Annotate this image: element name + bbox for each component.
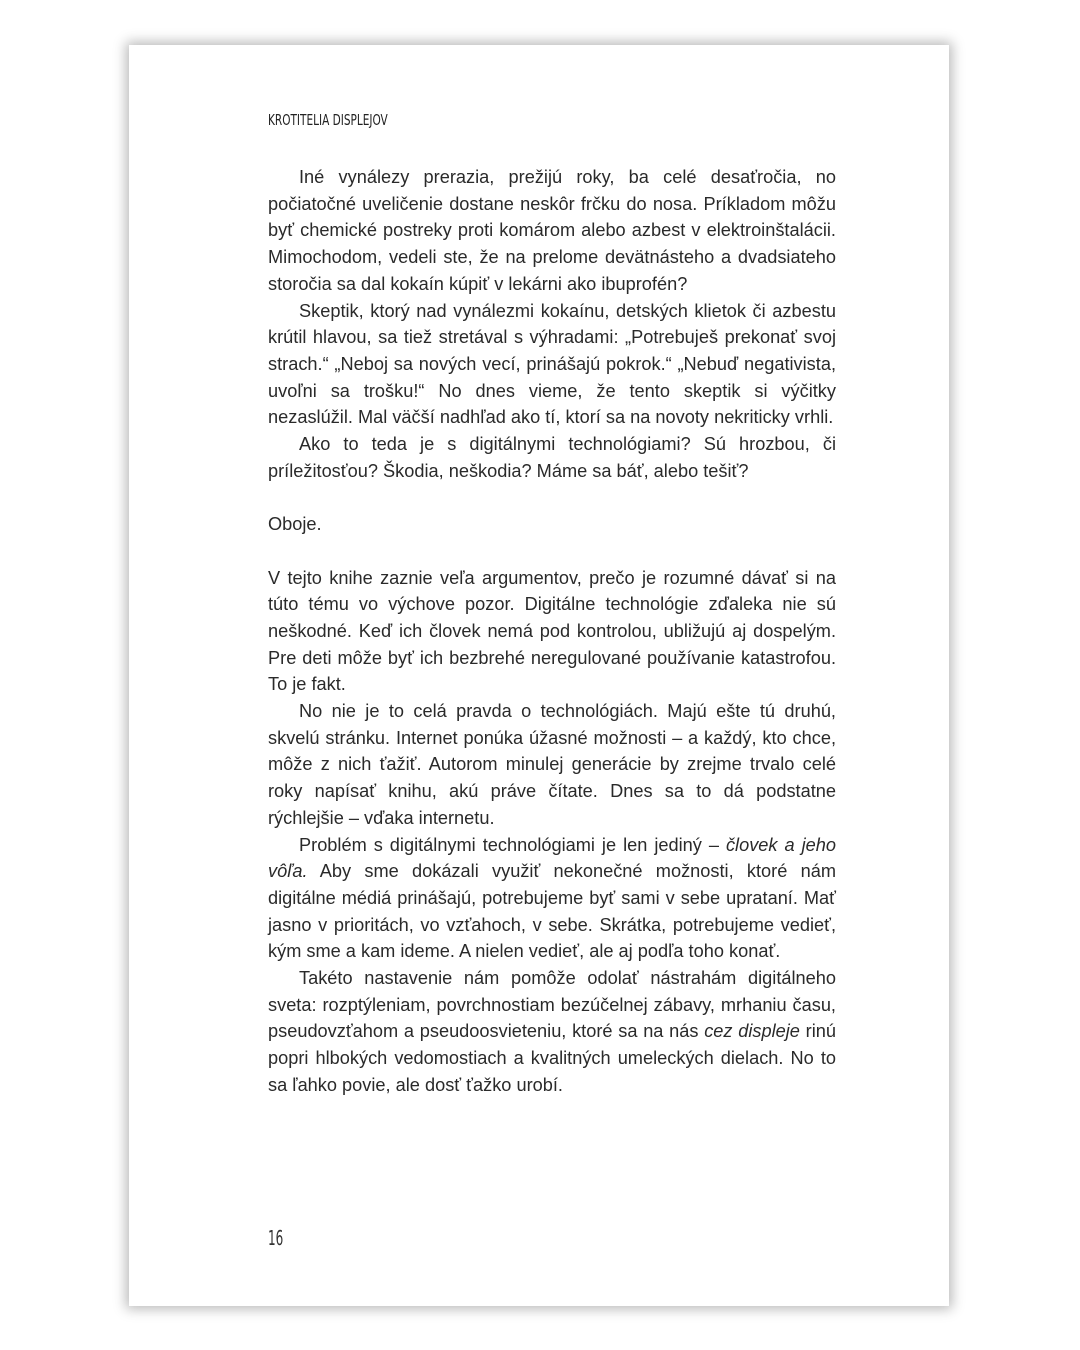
paragraph-8 [268,965,836,1099]
paragraph-8-text-a: Takéto nastavenie nám pomôže odolať nástrahám digitálneho sveta: rozptýleniam, povrchnostiam bezúčelnej zábavy, mrhaniu času, pseudovzťahom a pseudoosvieteniu, ktoré sa na nás [268,968,836,1042]
body-text [268,164,836,1099]
paragraph-7-text-a: Problém s digitálnymi technológiami je len jediný – [299,834,726,855]
paragraph-oboje: Oboje. [268,514,322,535]
paragraph-7-text-b: Aby sme dokázali využiť nekonečné možnosti, ktoré nám digitálne médiá prinášajú, potrebujeme byť sami v sebe uprataní. Mať jasno v prioritách, vo vzťahoch, v sebe. Skrátka, potrebujeme vedieť, kým sme a kam ideme. A nielen vedieť, ale aj podľa toho konať. [268,861,836,962]
paragraph-3: Ako to teda je s digitálnymi technológiami? Sú hrozbou, či príležitosťou? Škodia, neškodia? Máme sa báť, alebo tešiť? [268,434,836,481]
blank-line [268,484,836,511]
paragraph-5: V tejto knihe zaznie veľa argumentov, prečo je rozumné dávať si na túto tému vo výchove pozor. Digitálne technológie zďaleka nie sú neškodné. Keď ich človek nemá pod kontrolou, ubližujú aj dospelým. Pre deti môže byť ich bezbrehé neregulované používanie katastrofou. To je fakt. [268,567,836,695]
blank-line [268,538,836,565]
paragraph-7-italic: človek a jeho vôľa. [268,834,836,882]
running-header: KROTITELIA DISPLEJOV [268,111,388,129]
paragraph-6: No nie je to celá pravda o technológiách. Majú ešte tú druhú, skvelú stránku. Internet ponúka úžasné možnosti – a každý, kto chce, môže z nich ťažiť. Autorom minulej generácie by zrejme trvalo celé roky napísať knihu, akú práve čítate. Dnes sa to dá podstatne rýchlejšie – vďaka internetu. [268,701,836,828]
paragraph-8-italic: cez displeje [704,1021,800,1042]
paragraph-1: Iné vynálezy prerazia, prežijú roky, ba celé desaťročia, no počiatočné uveličenie dostane neskôr frčku do nosa. Príkladom môžu byť chemické postreky proti komárom alebo azbest v elektroinštalácii. Mimochodom, vedeli ste, že na prelome devätnásteho a dvadsiateho storočia sa dal kokaín kúpiť v lekárni ako ibuprofén? [268,167,836,294]
paragraph-2: Skeptik, ktorý nad vynálezmi kokaínu, detských klietok či azbestu krútil hlavou, sa tiež stretával s výhradami: „Potrebuješ prekonať svoj strach.“ „Neboj sa nových vecí, prinášajú pokrok.“ „Nebuď negativista, uvoľni sa trošku!“ No dnes vieme, že tento skeptik si výčitky nezaslúžil. Mal väčší nadhľad ako tí, ktorí sa na novoty nekriticky vrhli. [268,300,836,428]
paragraph-8-text-b: rinú popri hlbokých vedomostiach a kvalitných umeleckých dielach. No to sa ľahko povie, ale dosť ťažko urobí. [268,1021,836,1095]
book-page [129,45,949,1306]
page-number: 16 [268,1226,284,1250]
paragraph-7 [268,832,836,966]
